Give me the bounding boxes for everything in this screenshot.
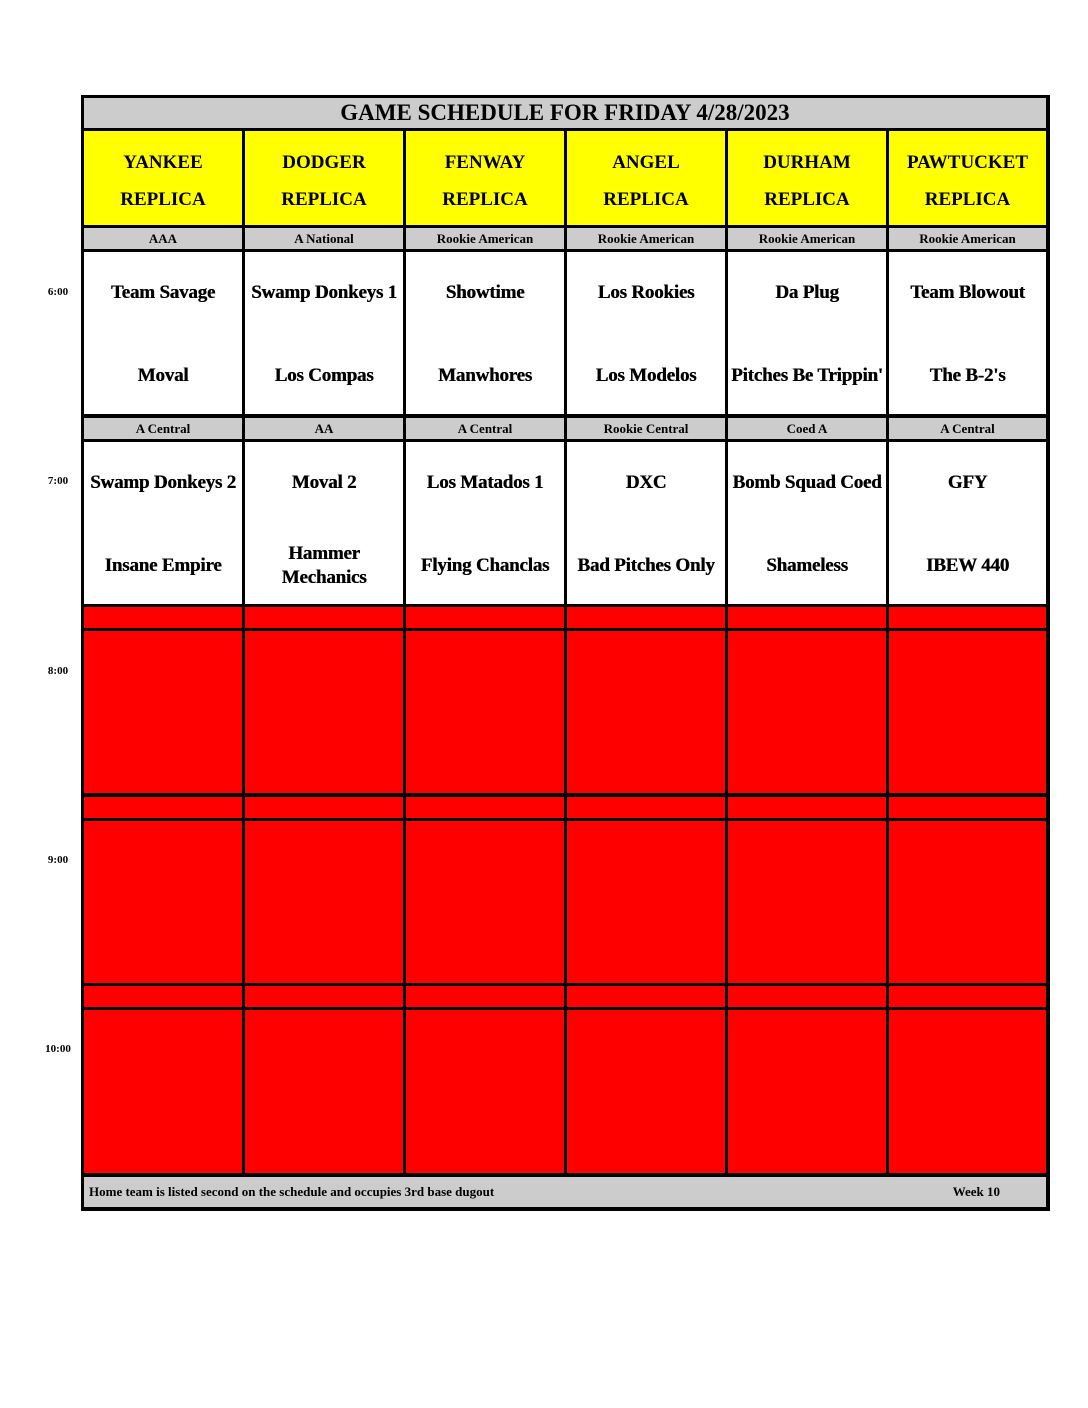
division-label: Rookie Central [567,418,725,439]
unavailable-cell [245,1010,403,1173]
unavailable-cell [728,821,886,983]
away-team: GFY [947,472,988,493]
game-cell [567,252,725,414]
division-label: AAA [84,228,242,249]
home-team: Pitches Be Trippin' [731,365,883,386]
field-header [406,131,564,225]
game-cell [728,252,886,414]
division-label: Rookie American [567,228,725,249]
away-team: Showtime [445,282,525,303]
division-label: Rookie American [728,228,886,249]
unavailable-cell [728,631,886,793]
home-team: Manwhores [438,365,532,386]
unavailable-cell [84,631,242,793]
away-team: Team Blowout [910,282,1025,303]
time-label: 6:00 [47,286,69,298]
unavailable-cell [406,821,564,983]
game-cell [406,252,564,414]
game-cell [889,442,1046,604]
unavailable-cell [889,1010,1046,1173]
home-team: Los Compas [274,365,374,386]
field-type: REPLICA [764,189,850,210]
field-header [889,131,1046,225]
week-label: Week 10 [952,1184,1000,1199]
field-type: REPLICA [442,189,528,210]
unavailable-band [245,986,403,1007]
time-label: 7:00 [47,475,69,487]
field-name: PAWTUCKET [906,152,1029,173]
unavailable-cell [889,631,1046,793]
unavailable-cell [728,1010,886,1173]
division-label: Coed A [728,418,886,439]
away-team: Swamp Donkeys 1 [251,282,397,303]
home-team: Shameless [766,555,848,576]
division-label: A National [245,228,403,249]
unavailable-band [889,986,1046,1007]
field-header [728,131,886,225]
home-team: Insane Empire [104,555,222,576]
field-name: DURHAM [763,152,851,173]
game-cell [245,442,403,604]
game-cell [84,252,242,414]
unavailable-band [889,797,1046,818]
time-label: 9:00 [47,854,69,866]
game-cell [567,442,725,604]
game-cell [84,442,242,604]
field-header [84,131,242,225]
unavailable-cell [567,1010,725,1173]
unavailable-band [406,986,564,1007]
home-team: Los Modelos [595,365,697,386]
unavailable-cell [245,631,403,793]
away-team: Da Plug [775,282,839,303]
field-type: REPLICA [603,189,689,210]
home-team: The B-2's [929,365,1006,386]
unavailable-band [567,986,725,1007]
footer-note: Home team is listed second on the schedule and occupies 3rd base dugout [89,1184,495,1199]
division-label: Rookie American [889,228,1046,249]
game-cell [728,442,886,604]
field-name: FENWAY [444,152,526,173]
home-team: Moval [137,365,189,386]
field-type: REPLICA [281,189,367,210]
game-cell [406,442,564,604]
field-type: REPLICA [120,189,206,210]
away-team: Moval 2 [291,472,357,493]
division-label: Rookie American [406,228,564,249]
field-name: ANGEL [612,152,680,173]
unavailable-cell [84,821,242,983]
unavailable-band [406,797,564,818]
unavailable-cell [889,821,1046,983]
footer-bar [84,1177,1046,1207]
home-team: Hammer Mechanics [281,543,367,588]
unavailable-band [245,607,403,628]
unavailable-band [84,797,242,818]
field-header [567,131,725,225]
time-label: 8:00 [47,665,69,677]
unavailable-band [728,797,886,818]
field-name: YANKEE [123,152,203,173]
unavailable-cell [406,1010,564,1173]
division-label: AA [245,418,403,439]
game-cell [889,252,1046,414]
unavailable-band [567,797,725,818]
schedule-table [81,95,1050,1211]
unavailable-band [84,986,242,1007]
schedule-title: GAME SCHEDULE FOR FRIDAY 4/28/2023 [84,98,1046,128]
unavailable-cell [567,631,725,793]
unavailable-band [84,607,242,628]
home-team: Bad Pitches Only [577,555,715,576]
home-team: Flying Chanclas [420,555,550,576]
unavailable-band [728,986,886,1007]
unavailable-cell [406,631,564,793]
unavailable-cell [245,821,403,983]
division-label: A Central [406,418,564,439]
away-team: Swamp Donkeys 2 [90,472,236,493]
game-cell [245,252,403,414]
field-header [245,131,403,225]
time-label: 10:00 [45,1043,71,1055]
unavailable-band [567,607,725,628]
away-team: Team Savage [110,282,216,303]
field-type: REPLICA [924,189,1011,210]
unavailable-cell [84,1010,242,1173]
away-team: Los Matados 1 [426,472,544,493]
field-name: DODGER [282,152,366,173]
away-team: Los Rookies [597,282,695,303]
unavailable-band [406,607,564,628]
division-label: A Central [889,418,1046,439]
unavailable-cell [567,821,725,983]
away-team: DXC [625,472,667,493]
home-team: IBEW 440 [925,555,1010,576]
unavailable-band [889,607,1046,628]
unavailable-band [728,607,886,628]
unavailable-band [245,797,403,818]
away-team: Bomb Squad Coed [732,472,882,493]
division-label: A Central [84,418,242,439]
